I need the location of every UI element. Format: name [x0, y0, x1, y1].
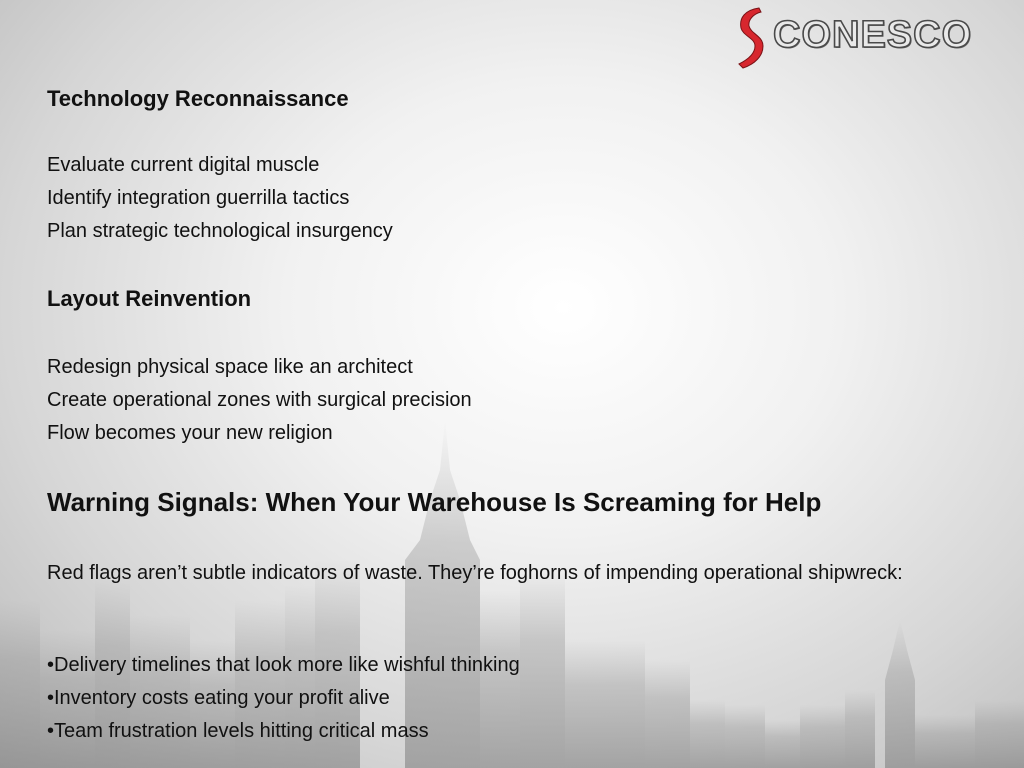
warning-intro-paragraph: Red flags aren’t subtle indicators of waste. They’re foghorns of impending operational shipwreck:	[47, 562, 903, 584]
conesco-logo	[735, 4, 1005, 70]
list-item: Create operational zones with surgical precision	[47, 389, 472, 411]
list-item: Identify integration guerrilla tactics	[47, 187, 350, 209]
list-item: Evaluate current digital muscle	[47, 154, 320, 176]
section-heading-technology: Technology Reconnaissance	[47, 86, 349, 111]
bullet-item: •Delivery timelines that look more like wishful thinking	[47, 654, 520, 676]
list-item: Plan strategic technological insurgency	[47, 220, 393, 242]
list-item: Flow becomes your new religion	[47, 422, 333, 444]
logo-wordmark: CONESCO	[773, 14, 973, 56]
bullet-item: •Inventory costs eating your profit alive	[47, 687, 390, 709]
section-heading-layout: Layout Reinvention	[47, 286, 252, 311]
list-item: Redesign physical space like an architect	[47, 356, 413, 378]
conesco-s-mark-icon	[735, 4, 767, 70]
section-heading-warning: Warning Signals: When Your Warehouse Is Screaming for Help	[47, 487, 822, 517]
bullet-item: •Team frustration levels hitting critical mass	[47, 720, 429, 742]
